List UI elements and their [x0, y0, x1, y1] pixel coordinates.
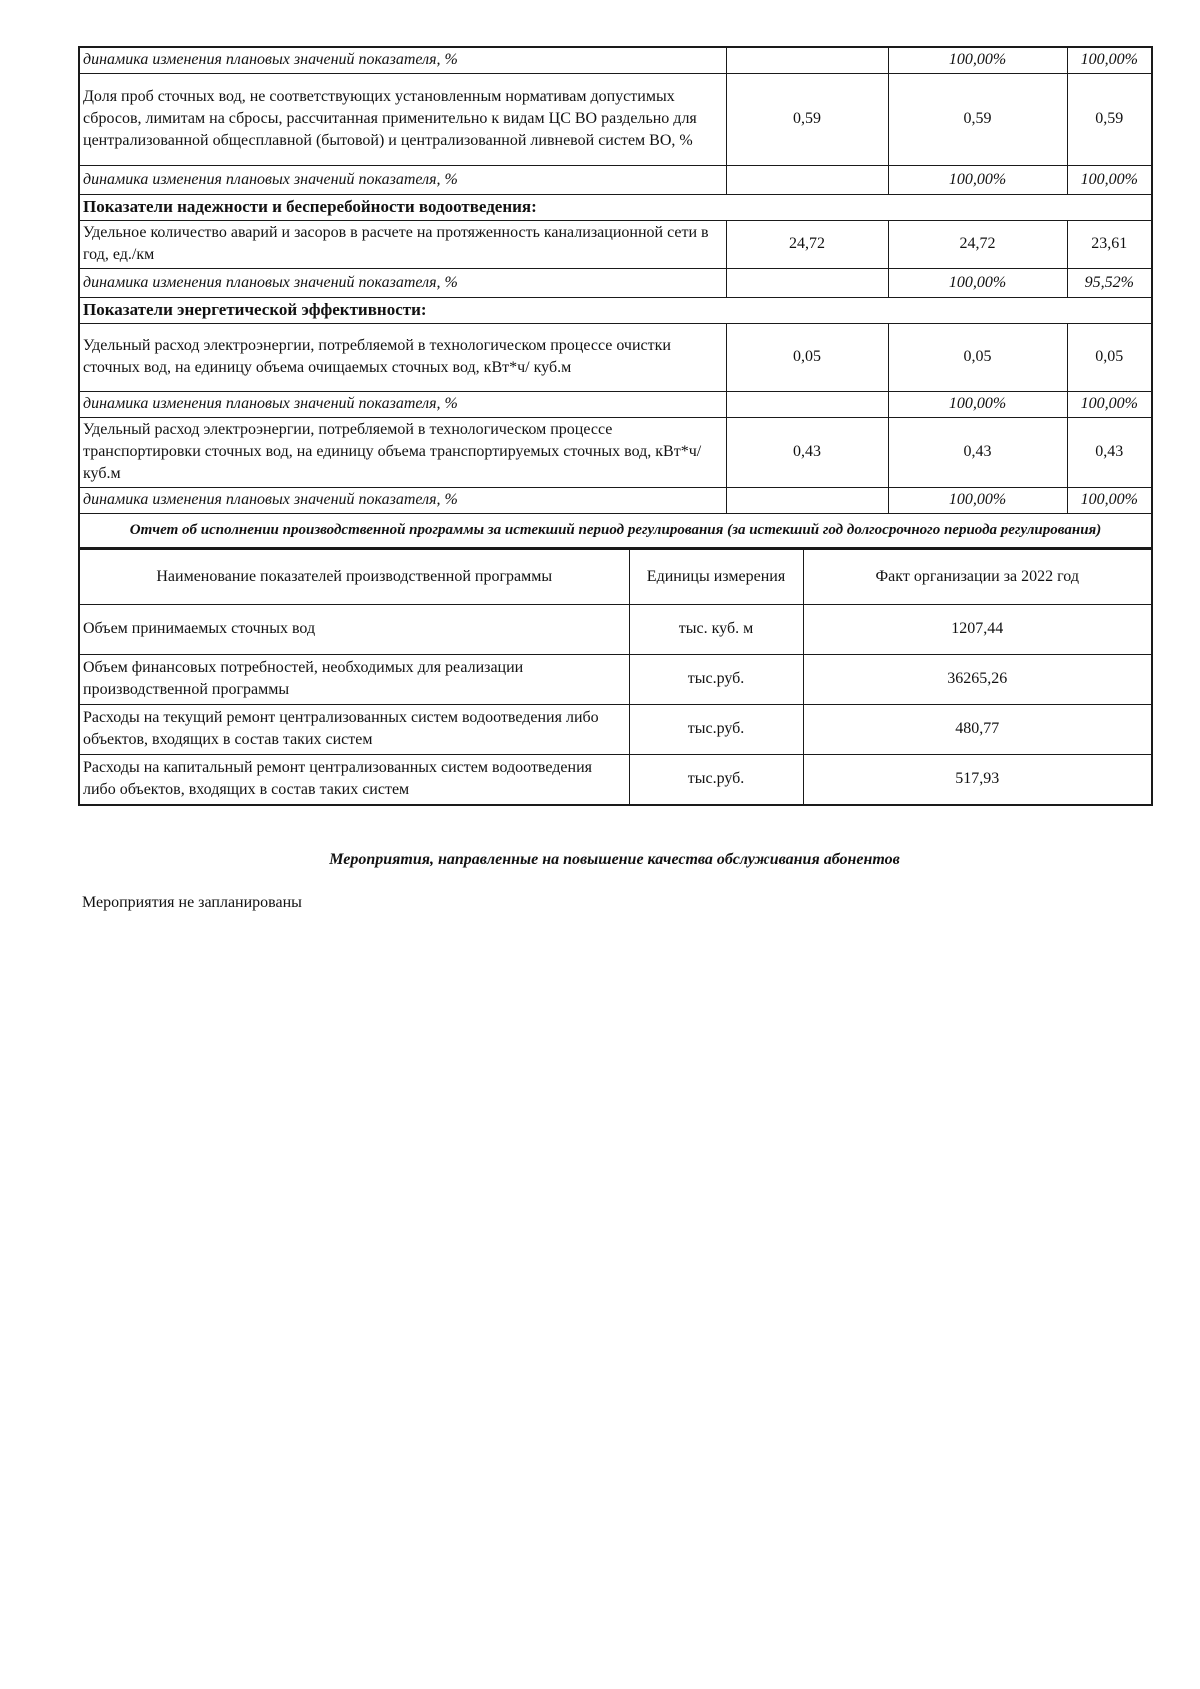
report-title: Отчет об исполнении производственной программы за истекший период регулирования (за истекший год долгосрочного периода регулирования): [79, 513, 1152, 548]
column-header: Наименование показателей производственной программы: [79, 549, 629, 604]
value-cell: 517,93: [803, 754, 1152, 805]
value-cell: 36265,26: [803, 654, 1152, 704]
value-cell: 100,00%: [888, 47, 1067, 73]
table-row: [79, 487, 1152, 513]
column-header: Единицы измерения: [629, 549, 803, 604]
value-cell: [726, 47, 888, 73]
row-label: Удельный расход электроэнергии, потребляемой в технологическом процессе очистки сточных вод, на единицу объема очищаемых сточных вод, кВт*ч/ куб.м: [79, 323, 726, 391]
table-row: [79, 654, 1152, 704]
table-row: [79, 165, 1152, 194]
report-table: [78, 549, 1153, 806]
value-cell: 100,00%: [1067, 487, 1152, 513]
report-header-row: [79, 549, 1152, 604]
value-cell: 1207,44: [803, 604, 1152, 654]
document-page: [78, 46, 1151, 911]
indicator-name: Объем финансовых потребностей, необходимых для реализации производственной программы: [79, 654, 629, 704]
value-cell: 0,43: [888, 417, 1067, 487]
section-row: [79, 194, 1152, 220]
value-cell: [726, 268, 888, 297]
row-label: Доля проб сточных вод, не соответствующих установленным нормативам допустимых сбросов, лимитам на сбросы, рассчитанная применительно к видам ЦС ВО раздельно для централизованной общесплавной (бытовой) и централизованной ливневой систем ВО, %: [79, 73, 726, 165]
section-row: [79, 297, 1152, 323]
unit-cell: тыс.руб.: [629, 704, 803, 754]
row-label: динамика изменения плановых значений показателя, %: [79, 487, 726, 513]
unit-cell: тыс.руб.: [629, 654, 803, 704]
table-row: [79, 417, 1152, 487]
column-header: Факт организации за 2022 год: [803, 549, 1152, 604]
value-cell: 0,59: [1067, 73, 1152, 165]
value-cell: 0,59: [888, 73, 1067, 165]
table-row: [79, 47, 1152, 73]
value-cell: 0,59: [726, 73, 888, 165]
table-row: [79, 220, 1152, 268]
table-row: [79, 604, 1152, 654]
value-cell: [726, 165, 888, 194]
measures-text: Мероприятия не запланированы: [82, 894, 302, 911]
value-cell: 0,05: [888, 323, 1067, 391]
table-row: [79, 754, 1152, 805]
value-cell: 100,00%: [888, 487, 1067, 513]
table-row: [79, 323, 1152, 391]
value-cell: 0,43: [1067, 417, 1152, 487]
report-title-row: [79, 513, 1152, 548]
indicator-name: Объем принимаемых сточных вод: [79, 604, 629, 654]
row-label: Удельное количество аварий и засоров в расчете на протяженность канализационной сети в год, ед./км: [79, 220, 726, 268]
table-row: [79, 268, 1152, 297]
table-row: [79, 391, 1152, 417]
row-label: динамика изменения плановых значений показателя, %: [79, 391, 726, 417]
value-cell: 100,00%: [888, 165, 1067, 194]
unit-cell: тыс.руб.: [629, 754, 803, 805]
value-cell: 100,00%: [888, 391, 1067, 417]
value-cell: 0,05: [726, 323, 888, 391]
indicator-name: Расходы на капитальный ремонт централизованных систем водоотведения либо объектов, входящих в состав таких систем: [79, 754, 629, 805]
value-cell: 100,00%: [1067, 165, 1152, 194]
value-cell: 95,52%: [1067, 268, 1152, 297]
indicator-name: Расходы на текущий ремонт централизованных систем водоотведения либо объектов, входящих в состав таких систем: [79, 704, 629, 754]
section-heading: Показатели надежности и бесперебойности водоотведения:: [79, 194, 1152, 220]
value-cell: 24,72: [726, 220, 888, 268]
unit-cell: тыс. куб. м: [629, 604, 803, 654]
table-row: [79, 73, 1152, 165]
value-cell: [726, 487, 888, 513]
row-label: динамика изменения плановых значений показателя, %: [79, 165, 726, 194]
row-label: динамика изменения плановых значений показателя, %: [79, 268, 726, 297]
value-cell: 0,43: [726, 417, 888, 487]
value-cell: 480,77: [803, 704, 1152, 754]
value-cell: 0,05: [1067, 323, 1152, 391]
value-cell: [726, 391, 888, 417]
indicators-table: [78, 46, 1153, 549]
value-cell: 100,00%: [1067, 47, 1152, 73]
value-cell: 100,00%: [1067, 391, 1152, 417]
row-label: Удельный расход электроэнергии, потребляемой в технологическом процессе транспортировки сточных вод, на единицу объема транспортируемых сточных вод, кВт*ч/ куб.м: [79, 417, 726, 487]
value-cell: 24,72: [888, 220, 1067, 268]
measures-heading: Мероприятия, направленные на повышение качества обслуживания абонентов: [329, 851, 900, 868]
value-cell: 23,61: [1067, 220, 1152, 268]
row-label: динамика изменения плановых значений показателя, %: [79, 47, 726, 73]
value-cell: 100,00%: [888, 268, 1067, 297]
section-heading: Показатели энергетической эффективности:: [79, 297, 1152, 323]
table-row: [79, 704, 1152, 754]
